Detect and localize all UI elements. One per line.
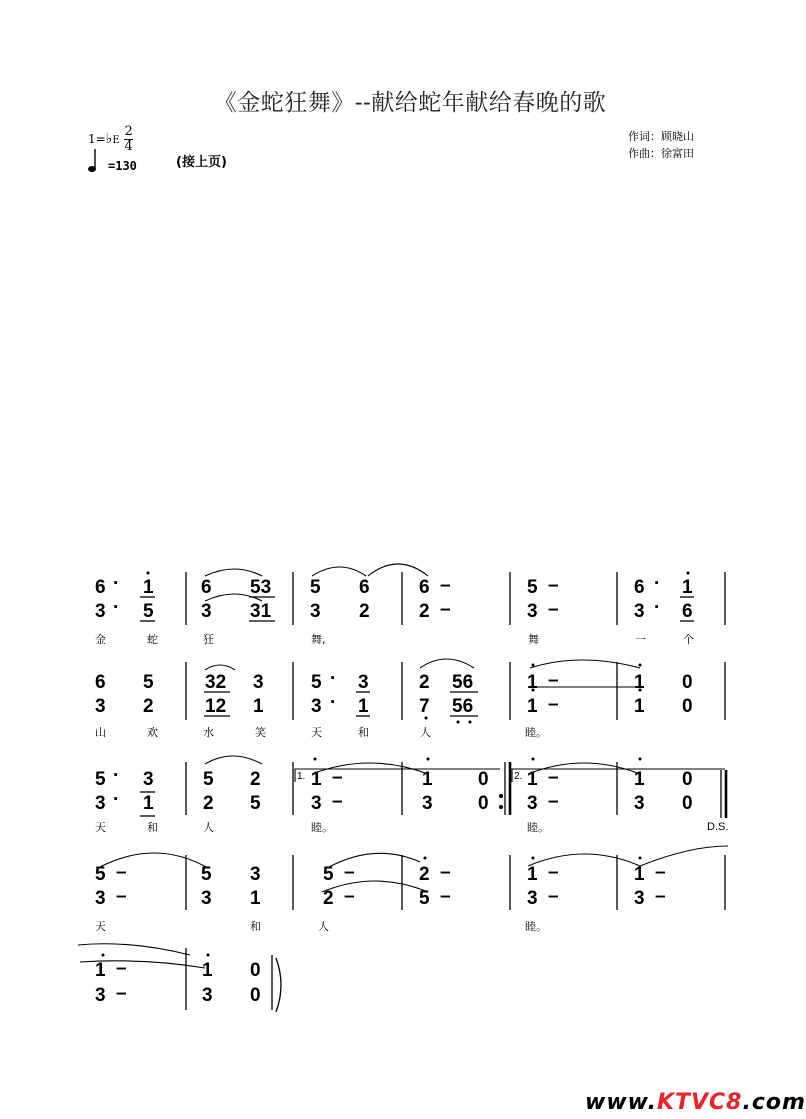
note: 6 [95,672,106,693]
note: 6 [359,577,370,598]
tempo-marking: =130 [108,159,137,173]
volta-2-label: 2. [514,771,523,782]
lyrics-row-2 [95,725,547,739]
note: 5 [203,769,214,790]
note: 3 [527,601,538,622]
volta-1-label: 1. [297,771,306,782]
site-watermark [585,1090,806,1115]
note: 6 [682,601,693,622]
notes-row-1-bottom [95,597,693,622]
dash: – [655,886,666,907]
note: 1 [634,672,645,693]
note: 1 [634,864,645,885]
lyric: 天 [95,920,106,933]
note: 3 [527,888,538,909]
note: 1 [358,696,369,717]
note-dot: · [654,597,661,618]
dash: – [440,886,451,907]
note: 2 [250,769,261,790]
lyric: 蛇 [147,633,158,646]
lyric: 和 [358,726,369,739]
note: 3 [527,793,538,814]
note: 0 [250,960,261,981]
note: 2 [143,696,154,717]
note: 3 [95,888,106,909]
note: 5 [310,577,321,598]
note: 3 [201,601,212,622]
note: 1 [311,769,322,790]
ds-marking: D.S. [707,821,729,833]
dash: – [440,862,451,883]
note: 3 [201,888,212,909]
lyric: 天 [95,821,106,834]
note: 6 [634,577,645,598]
key-note: E [112,135,120,146]
flat-symbol: ♭ [105,131,113,147]
note: 1 [202,960,213,981]
watermark-prefix: www. [585,1090,657,1115]
dash: – [344,886,355,907]
dash: – [116,958,127,979]
note: 53 [250,577,272,598]
note-dot: · [330,692,337,713]
note: 5 [311,672,322,693]
note: 1 [250,888,261,909]
dash: – [116,862,127,883]
note: 2 [419,601,430,622]
note-dot: · [330,668,337,689]
note-dot: · [654,573,661,594]
note: 7 [419,696,430,717]
note: 2 [203,793,214,814]
note: 5 [95,864,106,885]
note: 0 [682,793,693,814]
time-top: 2 [124,124,133,139]
note: 12 [205,696,227,717]
lyricist-credit: 作词：顾晓山 [628,130,694,143]
note-dot: · [113,765,120,786]
dash: – [548,599,559,620]
note: 3 [95,696,106,717]
lyric: 山 [95,726,106,739]
key-prefix: 1= [88,132,106,146]
dash: – [548,791,559,812]
note: 32 [205,672,227,693]
dash: – [440,575,451,596]
note: 1 [682,577,693,598]
note: 1 [527,864,538,885]
note: 0 [478,769,489,790]
note: 3 [311,793,322,814]
lyric: 和 [250,920,261,933]
lyric: 水 [203,726,214,739]
note: 56 [452,696,474,717]
note: 1 [143,793,154,814]
note: 0 [478,793,489,814]
note-dot: · [113,573,120,594]
lyrics-row-4 [95,919,547,933]
note: 5 [143,672,154,693]
note-dot: · [113,789,120,810]
dash: – [655,862,666,883]
note: 3 [311,696,322,717]
note: 6 [95,577,106,598]
note: 2 [359,601,370,622]
note: 5 [143,601,154,622]
lyric: 和 [147,821,158,834]
note: 1 [95,960,106,981]
note: 56 [452,672,474,693]
dash: – [440,599,451,620]
note: 0 [682,672,693,693]
note: 3 [202,985,213,1006]
note: 0 [250,985,261,1006]
dash: – [116,886,127,907]
note: 1 [634,696,645,717]
note: 6 [419,577,430,598]
note: 3 [634,793,645,814]
notes-row-1-top [95,573,693,598]
lyric: 人 [420,726,431,739]
lyric: 睦。 [527,821,549,834]
note: 5 [250,793,261,814]
dash: – [548,575,559,596]
note: 3 [634,601,645,622]
note: 5 [323,864,334,885]
note: 3 [253,672,264,693]
note: 3 [422,793,433,814]
note: 1 [253,696,264,717]
note: 1 [527,672,538,693]
note: 2 [419,864,430,885]
note: 3 [310,601,321,622]
lyric: 睦。 [311,821,333,834]
lyric: 狂 [203,633,214,646]
note: 3 [95,793,106,814]
lyrics-row-1 [95,632,694,646]
note: 1 [422,769,433,790]
lyrics-row-3 [95,820,549,834]
dash: – [548,767,559,788]
note: 5 [419,888,430,909]
lyric: 欢 [147,726,158,739]
lyric: 天 [311,726,322,739]
notes-row-2-top [95,668,693,693]
dash: – [548,670,559,691]
note: 3 [634,888,645,909]
lyric: 舞, [311,633,326,646]
note: 5 [527,577,538,598]
note: 0 [682,696,693,717]
note: 2 [419,672,430,693]
dash: – [548,694,559,715]
note: 0 [682,769,693,790]
watermark-suffix: .com [742,1090,806,1115]
lyric: 舞 [528,633,539,646]
note: 31 [250,601,272,622]
dash: – [548,862,559,883]
dash: – [116,983,127,1004]
note: 2 [323,888,334,909]
note: 3 [95,601,106,622]
notes-row-4-bottom [95,886,666,909]
lyric: 一 [635,633,646,646]
note: 3 [358,672,369,693]
dash: – [548,886,559,907]
note: 5 [95,769,106,790]
lyric: 人 [203,821,214,834]
dash: – [332,791,343,812]
time-bottom: 4 [124,139,133,154]
note-dot: · [113,597,120,618]
lyric: 个 [683,633,694,646]
note: 1 [527,696,538,717]
lyric: 金 [95,633,106,646]
dash: – [344,862,355,883]
lyric: 睦。 [525,726,547,739]
notes-row-2-bottom [95,692,693,717]
note: 1 [527,769,538,790]
note: 6 [201,577,212,598]
continued-label: (接上页) [176,155,227,170]
lyric: 人 [318,920,329,933]
dash: – [332,767,343,788]
note: 3 [250,864,261,885]
note: 3 [143,769,154,790]
composer-credit: 作曲：徐富田 [628,147,694,160]
notes-row-3-bottom [95,789,693,814]
note: 1 [143,577,154,598]
notes-row-5 [95,958,261,1006]
note: 5 [201,864,212,885]
note: 1 [634,769,645,790]
lyric: 睦。 [525,920,547,933]
song-title: 《金蛇狂舞》--献给蛇年献给春晚的歌 [213,90,607,116]
note: 3 [95,985,106,1006]
lyric: 笑 [255,726,266,739]
watermark-brand: KTVC8 [656,1090,743,1115]
